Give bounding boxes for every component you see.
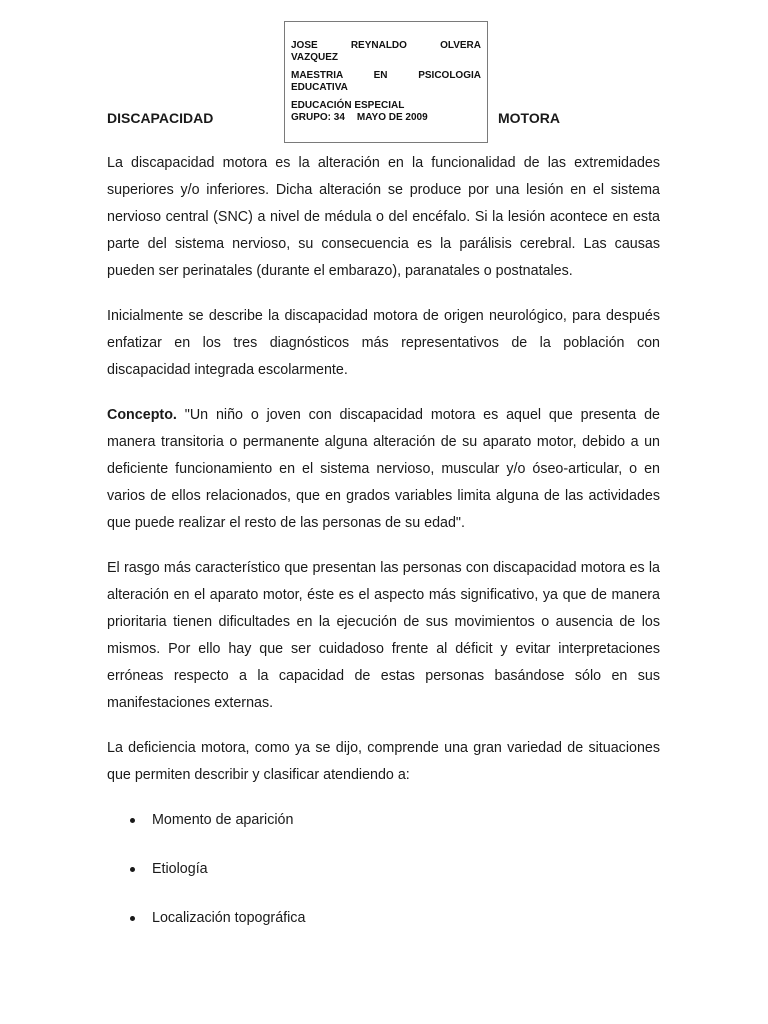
concepto-text: "Un niño o joven con discapacidad motora es aquel que presenta de manera transitoria o permanente alguna alteración de su aparato motor, debido a un deficiente funcionamiento en el sistema nervioso, muscular y/o óseo-articular, o en varios de ellos relacionados, que en grados variables limita alguna de las actividades que puede realizar el resto de las personas de su edad". xyxy=(107,407,660,531)
paragraph-1: La discapacidad motora es la alteración en la funcionalidad de las extremidades superiores y/o inferiores. Dicha alteración se produce por una lesión en el sistema nervioso central (SNC) a nivel de médula o del encéfalo. Si la lesión acontece en esta parte del sistema nervioso, su consecuencia es la parálisis cerebral. Las causas pueden ser perinatales (durante el embarazo), paranatales o postnatales. xyxy=(107,155,660,279)
paragraph-concepto xyxy=(107,402,660,537)
list-item xyxy=(107,905,660,954)
list-item xyxy=(107,807,660,856)
bullet-icon xyxy=(130,818,135,823)
specialty-line: EDUCACIÓN ESPECIAL xyxy=(291,100,405,111)
group-label: GRUPO: 34 xyxy=(291,112,345,123)
document-body xyxy=(107,150,660,954)
classification-list xyxy=(107,807,660,954)
list-item-label: Momento de aparición xyxy=(152,812,294,828)
date-label: MAYO DE 2009 xyxy=(356,112,428,123)
paragraph-2: Inicialmente se describe la discapacidad motora de origen neurológico, para después enfatizar en los tres diagnósticos más representativos de la población con discapacidad integrada escolarmente. xyxy=(107,308,660,378)
program-line-2: EDUCATIVA xyxy=(291,82,348,93)
author-surname-line: VAZQUEZ xyxy=(291,52,339,63)
list-item-label: Etiología xyxy=(152,861,208,877)
list-item xyxy=(107,856,660,905)
title-discapacidad: DISCAPACIDAD xyxy=(107,110,214,126)
list-item-label: Localización topográfica xyxy=(152,910,306,926)
paragraph-4: La deficiencia motora, como ya se dijo, comprende una gran variedad de situaciones que permiten describir y clasificar atendiendo a: xyxy=(107,740,660,783)
author-info-box xyxy=(284,21,488,143)
bullet-icon xyxy=(130,867,135,872)
title-motora: MOTORA xyxy=(498,110,560,126)
bullet-icon xyxy=(130,916,135,921)
concepto-label: Concepto. xyxy=(107,407,177,423)
program-line: MAESTRIA EN PSICOLOGIA xyxy=(291,70,481,81)
paragraph-3: El rasgo más característico que presentan las personas con discapacidad motora es la alteración en el aparato motor, éste es el aspecto más significativo, ya que de manera prioritaria tienen dificultades en la ejecución de sus movimientos o ausencia de los mismos. Por ello hay que ser cuidadoso frente al déficit y evitar interpretaciones erróneas respecto a la capacidad de estas personas basándose sólo en sus manifestaciones externas. xyxy=(107,560,660,711)
group-date-line xyxy=(291,112,481,124)
author-name-line: JOSE REYNALDO OLVERA xyxy=(291,40,481,51)
